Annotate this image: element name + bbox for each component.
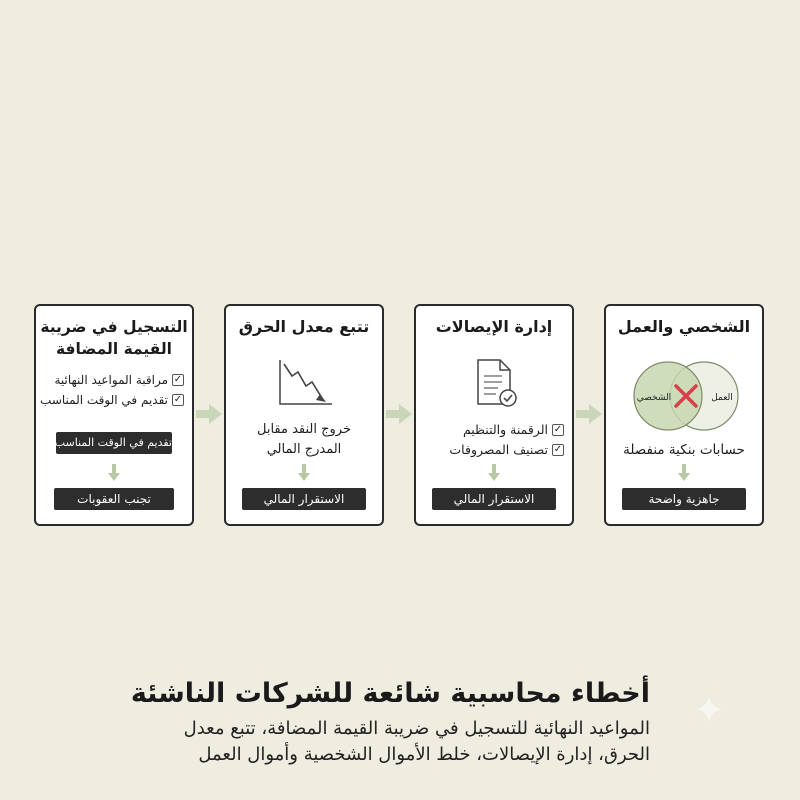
down-arrow-icon	[108, 464, 120, 482]
flow-arrow-icon	[196, 404, 222, 424]
venn-label-business: العمل	[711, 393, 733, 403]
checkbox-icon: ✓	[553, 424, 563, 435]
venn-label-personal: الشخصي	[636, 393, 672, 403]
card-receipts	[414, 304, 574, 526]
down-arrow-icon	[488, 464, 500, 482]
checklist-item: ✓ تصنيف المصروفات	[449, 442, 563, 457]
card-burn-rate	[224, 304, 384, 526]
checkbox-icon: ✓	[173, 374, 183, 385]
down-arrow-icon	[678, 464, 690, 482]
flow-arrow-icon	[386, 404, 412, 424]
venn-diagram	[628, 358, 744, 434]
sparkle-icon	[694, 694, 724, 724]
card-personal-business	[604, 304, 764, 526]
deadline-box: تقديم في الوقت المناسب	[56, 432, 172, 454]
page-subtitle: المواعيد النهائية للتسجيل في ضريبة القيمة المضافة، تتبع معدل الحرق، إدارة الإيصالات، خلط الأموال الشخصية وأموال العمل	[183, 718, 650, 765]
flow-arrow-icon	[576, 404, 602, 424]
card-vat-registration	[34, 304, 194, 526]
card-description: خروج النقد مقابل المدرج المالي	[256, 422, 351, 457]
checklist-item: ✓ تقديم في الوقت المناسب	[40, 393, 183, 407]
result-box: جاهزية واضحة	[622, 488, 746, 510]
result-box: الاستقرار المالي	[432, 488, 556, 510]
result-box: الاستقرار المالي	[242, 488, 366, 510]
card-title: تتبع معدل الحرق	[238, 317, 370, 336]
checklist-item: ✓ مراقبة المواعيد النهائية	[54, 373, 183, 387]
result-box: تجنب العقوبات	[54, 488, 174, 510]
declining-chart-icon	[276, 358, 336, 408]
page-title: أخطاء محاسبية شائعة للشركات الناشئة	[130, 678, 650, 709]
checklist	[42, 370, 184, 410]
document-check-icon	[472, 358, 520, 408]
card-title: إدارة الإيصالات	[435, 317, 553, 336]
down-arrow-icon	[298, 464, 310, 482]
card-title: التسجيل في ضريبة القيمة المضافة	[40, 318, 188, 358]
checklist	[422, 420, 564, 460]
card-title: الشخصي والعمل	[617, 317, 751, 336]
card-description: حسابات بنكية منفصلة	[623, 442, 745, 458]
checkbox-icon: ✓	[173, 394, 183, 405]
checkbox-icon: ✓	[553, 444, 563, 455]
checklist-item: ✓ الرقمنة والتنظيم	[462, 422, 563, 437]
